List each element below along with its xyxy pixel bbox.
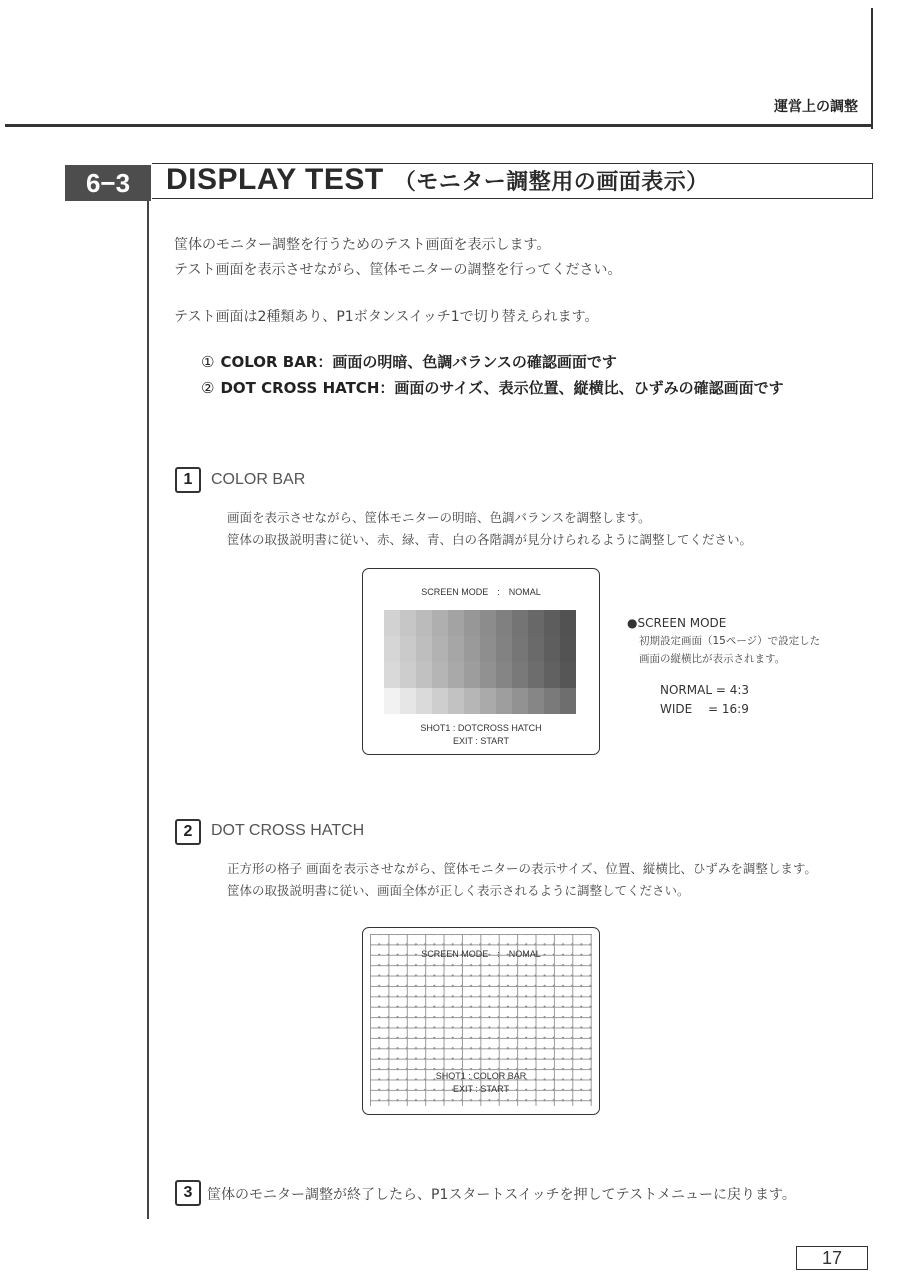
section-subtitle: （モニター調整用の画面表示） — [393, 169, 709, 194]
page-number: 17 — [796, 1246, 868, 1270]
color-bar-swatch — [560, 610, 576, 636]
color-bar-swatch — [512, 688, 528, 714]
step-1-number: 1 — [175, 467, 201, 493]
color-bar-swatch — [528, 662, 544, 688]
color-bar-swatch — [512, 610, 528, 636]
mode-mark-1: ① — [201, 353, 215, 371]
color-bar-swatch — [528, 636, 544, 662]
color-bar-swatch — [448, 636, 464, 662]
color-bar-swatch — [416, 688, 432, 714]
color-bar-swatch — [432, 636, 448, 662]
step-2-line-1: 正方形の格子 画面を表示させながら、筐体モニターの表示サイズ、位置、縦横比、ひずみを調整します。 — [227, 861, 817, 876]
color-bar-swatch — [448, 688, 464, 714]
color-bar-swatch — [496, 688, 512, 714]
intro-line-2: テスト画面を表示させながら、筐体モニターの調整を行ってください。 — [174, 262, 622, 278]
color-bar-swatch — [384, 662, 400, 688]
cross-hatch-shot-line: SHOT1 : COLOR BAR — [435, 1071, 527, 1081]
section-title-main: DISPLAY TEST — [166, 163, 384, 196]
color-bar-swatch — [416, 636, 432, 662]
step-1-line-1: 画面を表示させながら、筐体モニターの明暗、色調バランスを調整します。 — [227, 510, 651, 525]
mode-item-color-bar — [201, 351, 617, 372]
screen-mode-note-line-1: 初期設定画面（15ページ）で設定した — [639, 635, 821, 647]
color-bar-swatch — [560, 662, 576, 688]
cross-hatch-exit-line: EXIT : START — [452, 1084, 509, 1094]
cross-hatch-screen-mode: SCREEN MODE : NOMAL — [421, 949, 541, 959]
left-margin-rule — [147, 201, 149, 1219]
mode-text-2: DOT CROSS HATCH：画面のサイズ、表示位置、縦横比、ひずみの確認画面です — [220, 379, 784, 397]
color-bar-swatch — [480, 688, 496, 714]
color-bar-swatch — [544, 636, 560, 662]
color-bar-swatch — [384, 610, 400, 636]
step-2-line-2: 筐体の取扱説明書に従い、画面全体が正しく表示されるように調整してください。 — [227, 883, 690, 898]
color-bar-swatch — [528, 688, 544, 714]
section-number: 6−3 — [65, 165, 151, 201]
color-bar-swatch — [496, 636, 512, 662]
color-bar-swatch — [448, 610, 464, 636]
step-1-line-2: 筐体の取扱説明書に従い、赤、緑、青、白の各階調が見分けられるように調整してください。 — [227, 532, 753, 547]
color-bar-swatch — [496, 610, 512, 636]
color-bar-swatch — [416, 610, 432, 636]
color-bar-swatch — [480, 662, 496, 688]
color-bar-swatch — [544, 610, 560, 636]
color-bar-swatch — [560, 688, 576, 714]
color-bar-swatch — [464, 610, 480, 636]
color-bar-swatch — [400, 610, 416, 636]
color-bar-shot-line: SHOT1 : DOTCROSS HATCH — [420, 723, 542, 733]
running-header: 運営上の調整 — [774, 99, 858, 115]
color-bar-swatch — [544, 688, 560, 714]
screen-mode-note-line-2: 画面の縦横比が表示されます。 — [639, 653, 786, 665]
section-title — [166, 163, 709, 197]
color-bar-swatch — [416, 662, 432, 688]
screen-mode-wide: WIDE = 16:9 — [660, 702, 749, 716]
color-bar-swatch — [528, 610, 544, 636]
header-vertical-rule — [871, 8, 873, 129]
mode-item-dot-cross-hatch — [201, 377, 784, 398]
intro-line-1: 筐体のモニター調整を行うためのテスト画面を表示します。 — [174, 237, 551, 253]
color-bar-swatch — [432, 610, 448, 636]
mode-text-1: COLOR BAR：画面の明暗、色調バランスの確認画面です — [220, 353, 617, 371]
color-bar-swatch — [400, 662, 416, 688]
color-bar-swatch — [464, 636, 480, 662]
screen-mode-normal: NORMAL = 4:3 — [660, 683, 750, 697]
color-bar-grid — [384, 610, 576, 714]
color-bar-swatch — [496, 662, 512, 688]
color-bar-swatch — [400, 636, 416, 662]
color-bar-swatch — [464, 688, 480, 714]
intro-line-3: テスト画面は2種類あり、P1ボタンスイッチ1で切り替えられます。 — [174, 309, 599, 325]
color-bar-swatch — [512, 662, 528, 688]
color-bar-swatch — [432, 662, 448, 688]
step-2-number: 2 — [175, 819, 201, 845]
step-3-text: 筐体のモニター調整が終了したら、P1スタートスイッチを押してテストメニューに戻ります。 — [207, 1187, 796, 1203]
color-bar-swatch — [544, 662, 560, 688]
color-bar-swatch — [448, 662, 464, 688]
step-1-title: COLOR BAR — [211, 471, 306, 488]
step-2-title: DOT CROSS HATCH — [211, 822, 365, 839]
color-bar-swatch — [400, 688, 416, 714]
color-bar-swatch — [512, 636, 528, 662]
color-bar-swatch — [480, 636, 496, 662]
header-horizontal-rule — [5, 124, 873, 127]
color-bar-swatch — [560, 636, 576, 662]
color-bar-swatch — [432, 688, 448, 714]
mode-mark-2: ② — [201, 379, 215, 397]
color-bar-swatch — [480, 610, 496, 636]
color-bar-swatch — [384, 688, 400, 714]
color-bar-screen-mode: SCREEN MODE : NOMAL — [421, 587, 541, 597]
color-bar-swatch — [384, 636, 400, 662]
screen-mode-note-heading: ●SCREEN MODE — [627, 616, 727, 630]
color-bar-exit-line: EXIT : START — [452, 736, 509, 746]
color-bar-swatch — [464, 662, 480, 688]
step-3-number: 3 — [175, 1180, 201, 1206]
